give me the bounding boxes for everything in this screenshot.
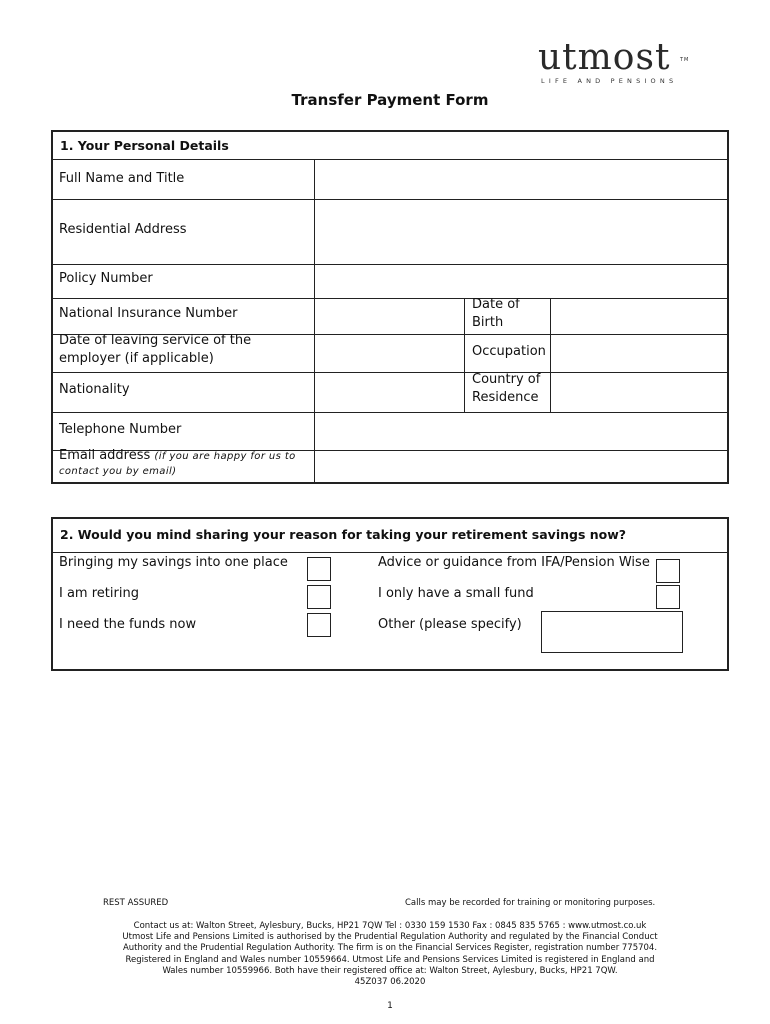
ni-number-input[interactable] — [315, 299, 464, 334]
ni-number-label: National Insurance Number — [59, 306, 238, 321]
personal-details-section — [51, 130, 729, 484]
address-input[interactable] — [315, 200, 729, 264]
checkbox-small-fund[interactable] — [656, 585, 680, 609]
footer-legal-line: Wales number 10559966. Both have their registered office at: Walton Street, Aylesbury, Bucks, HP21 7QW. — [162, 965, 618, 976]
footer-legal-line: Utmost Life and Pensions Limited is authorised by the Prudential Regulation Authority and regulated by the Financial Conduct — [122, 932, 658, 943]
footer-legal-line: Authority and the Prudential Regulation Authority. The firm is on the Financial Services Register, registration number 775704. — [122, 943, 658, 954]
logo-tagline: LIFE AND PENSIONS — [541, 77, 678, 85]
telephone-label: Telephone Number — [59, 422, 182, 437]
occupation-label: Occupation — [472, 344, 546, 359]
section2-heading: 2. Would you mind sharing your reason for taking your retirement savings now? — [53, 519, 727, 553]
dob-label — [472, 296, 520, 332]
footer-contact-line: Contact us at: Walton Street, Aylesbury, Bucks, HP21 7QW Tel : 0330 159 1530 Fax : 0845 835 5765 : www.utmost.co.uk — [133, 921, 647, 931]
email-note-line2: contact you by email) — [59, 466, 177, 477]
full-name-label: Full Name and Title — [59, 171, 185, 186]
country-label-line1: Country of — [472, 372, 541, 387]
checkbox-need-funds[interactable] — [307, 613, 331, 637]
other-specify-input[interactable] — [541, 611, 683, 653]
dob-label-line2: Birth — [472, 315, 504, 330]
checkbox-advice[interactable] — [656, 559, 680, 583]
option-label-retiring: I am retiring — [59, 586, 139, 601]
column-divider — [464, 298, 465, 412]
country-label — [472, 371, 540, 407]
section1-heading: 1. Your Personal Details — [53, 132, 727, 160]
email-input[interactable] — [315, 451, 729, 484]
country-label-line2: Residence — [472, 390, 539, 405]
logo-name: utmost — [538, 37, 671, 78]
utmost-logo — [538, 37, 690, 85]
legal-footer — [80, 921, 700, 988]
page-title: Transfer Payment Form — [291, 91, 489, 109]
option-label-small-fund: I only have a small fund — [378, 586, 534, 601]
option-label-other: Other (please specify) — [378, 617, 522, 632]
dob-label-line1: Date of — [472, 297, 520, 312]
option-label-need-funds: I need the funds now — [59, 617, 197, 632]
telephone-input[interactable] — [315, 413, 729, 450]
policy-number-label: Policy Number — [59, 271, 153, 286]
rest-assured-label: REST ASSURED — [103, 898, 169, 908]
leaving-date-input[interactable] — [315, 335, 464, 372]
form-code: 45Z037 06.2020 — [354, 977, 426, 988]
checkbox-retiring[interactable] — [307, 585, 331, 609]
country-input[interactable] — [551, 373, 729, 412]
logo-wordmark — [538, 37, 690, 78]
option-label-one-place: Bringing my savings into one place — [59, 555, 288, 570]
option-label-advice: Advice or guidance from IFA/Pension Wise — [378, 555, 650, 570]
email-note-line1: (if you are happy for us to — [154, 451, 296, 462]
retirement-reason-section — [51, 517, 729, 671]
leaving-date-label — [59, 332, 251, 368]
nationality-label: Nationality — [59, 382, 130, 397]
logo-trademark: TM — [680, 57, 690, 63]
nationality-input[interactable] — [315, 373, 464, 412]
occupation-input[interactable] — [551, 335, 729, 372]
dob-input[interactable] — [551, 299, 729, 334]
email-label — [59, 448, 296, 479]
policy-number-input[interactable] — [315, 265, 729, 298]
address-label: Residential Address — [59, 222, 187, 237]
calls-recorded-note: Calls may be recorded for training or monitoring purposes. — [405, 898, 656, 908]
checkbox-one-place[interactable] — [307, 557, 331, 581]
full-name-input[interactable] — [315, 161, 729, 199]
page-number: 1 — [387, 1001, 393, 1011]
footer-legal-line: Registered in England and Wales number 10559664. Utmost Life and Pensions Services Limited is registered in England and — [125, 954, 655, 965]
leaving-label-line1: Date of leaving service of the — [59, 333, 252, 348]
leaving-label-line2: employer (if applicable) — [59, 351, 214, 366]
email-label-text: Email address — [59, 448, 151, 463]
